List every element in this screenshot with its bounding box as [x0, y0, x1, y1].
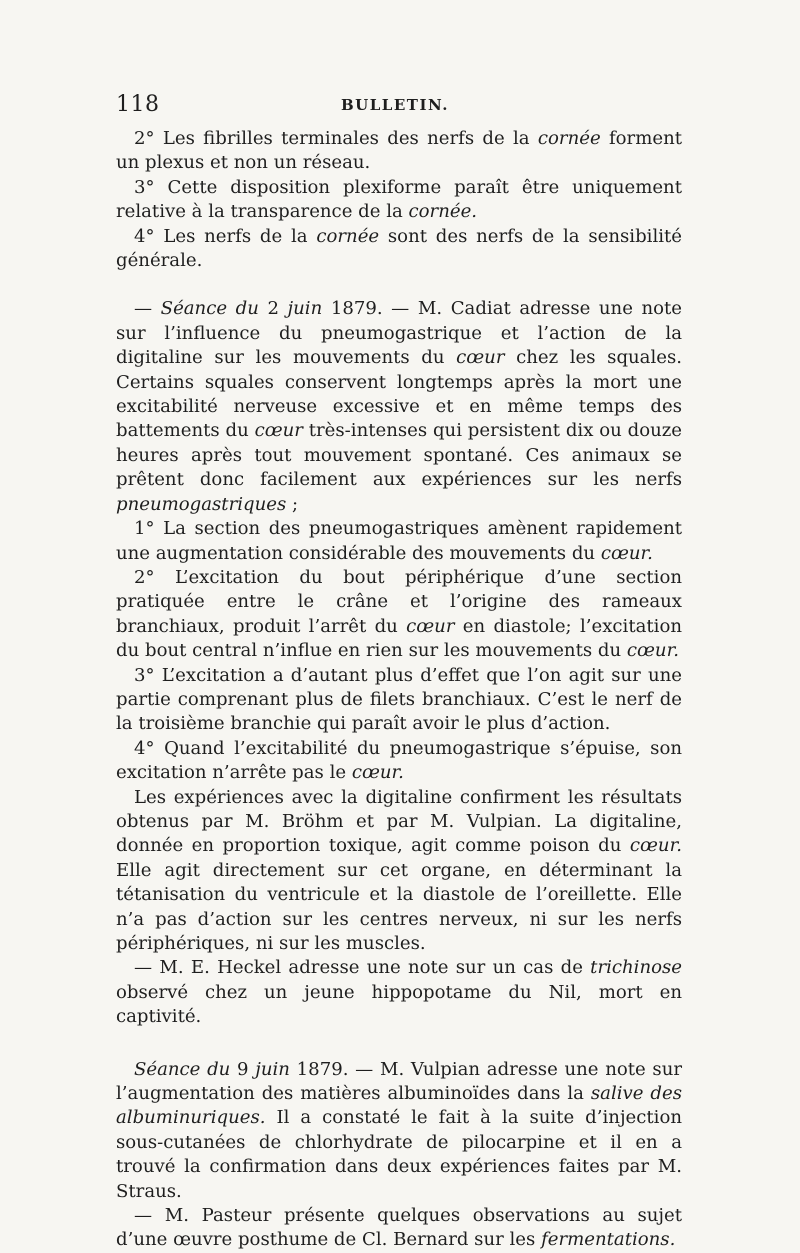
text-run: 2: [258, 298, 288, 320]
paragraph-heckel-trichinose: [116, 956, 682, 1029]
italic-run: cornée.: [408, 201, 478, 223]
paragraph-excitation-peripherique: [116, 566, 682, 664]
italic-run: Séance du: [160, 298, 259, 320]
italic-run: cœur.: [351, 762, 404, 784]
text-run: 1° La section des pneumogastriques amènent rapidement une augmentation considérable des mouvements du: [116, 518, 682, 564]
italic-run: juin: [287, 298, 323, 320]
text-run: chez les squales. Certains squales conservent longtemps après la mort une excitabilité nerveuse excessive et en même temps des battements du: [116, 347, 682, 442]
paragraph-cornea-plexus: [116, 127, 682, 176]
text-run: 4° Quand l’excitabilité du pneumogastrique s’épuise, son excitation n’arrête pas le: [116, 737, 682, 784]
text-run: 9: [230, 1058, 256, 1080]
italic-run: cœur: [456, 347, 505, 369]
paragraph-pasteur-fermentations: [116, 1204, 682, 1253]
paragraph-seance-9-juin: [116, 1058, 682, 1204]
italic-run: cœur: [406, 615, 455, 637]
italic-run: cœur.: [629, 835, 682, 857]
italic-run: cornée: [316, 225, 380, 247]
italic-run: salive des albuminuriques.: [116, 1083, 682, 1129]
italic-run: fermentations.: [541, 1229, 676, 1251]
paragraph-digitaline: [116, 786, 682, 957]
text-run: très-intenses qui persistent dix ou douze heures après tout mouvement spontané. Ces animaux se prêtent donc facilement aux expériences sur les nerfs: [116, 420, 682, 491]
italic-run: cornée: [537, 128, 601, 149]
text-run: — M. Pasteur présente quelques observations au sujet d’une œuvre posthume de Cl. Bernard sur les: [116, 1205, 682, 1251]
text-run: forment un plexus et non un réseau.: [116, 128, 682, 174]
italic-run: pneumogastriques: [116, 493, 287, 515]
text-run: 4° Les nerfs de la: [134, 225, 317, 247]
text-run: — M. E. Heckel adresse une note sur un cas de: [134, 957, 591, 979]
italic-run: Séance du: [134, 1058, 231, 1080]
text-run: 1879. — M. Vulpian adresse une note sur l’augmentation des matières albuminoïdes dans la: [116, 1058, 683, 1105]
paragraph-plexiform-disposition: [116, 176, 682, 225]
paragraph-excitabilite-epuise: [116, 737, 682, 786]
text-run: en diastole; l’excitation du bout central n’influe en rien sur les mouvements du: [116, 615, 682, 662]
text-run: 3° L’excitation a d’autant plus d’effet que l’on agit sur une partie comprenant plus de filets branchiaux. C’est le nerf de la troisième branchie qui paraît avoir le plus d’action.: [116, 664, 682, 735]
text-run: sont des nerfs de la sensibilité générale.: [116, 225, 682, 272]
text-run: ;: [286, 493, 299, 515]
text-run: Il a constaté le fait à la suite d’injection sous-cutanées de chlorhydrate de pilocarpine et il en a trouvé la confirmation dans deux expériences faites par M. Straus.: [116, 1107, 682, 1202]
paragraph-seance-2-juin: [116, 297, 682, 517]
running-head: BULLETIN.: [341, 96, 449, 114]
page-header: [116, 92, 678, 122]
text-run: 2° L’excitation du bout périphérique d’une section pratiquée entre le crâne et l’origine des rameaux branchiaux, produit l’arrêt du: [116, 566, 682, 637]
italic-run: cœur: [254, 420, 303, 442]
text-run: Elle agit directement sur cet organe, en déterminant la tétanisation du ventricule et la diastole de l’oreillette. Elle n’a pas d’action sur les centres nerveux, ni sur les nerfs périphériques, ni sur les muscles.: [116, 859, 682, 954]
italic-run: trichinose: [590, 957, 682, 979]
paragraph-section-pneumogastriques: [116, 517, 682, 566]
italic-run: cœur.: [626, 640, 679, 662]
italic-run: cœur.: [600, 542, 653, 564]
italic-run: juin: [255, 1058, 290, 1080]
paragraph-general-sensibility: [116, 225, 682, 274]
text-run: observé chez un jeune hippopotame du Nil, mort en captivité.: [116, 981, 682, 1028]
text-run: 2° Les fibrilles terminales des nerfs de la: [134, 128, 538, 149]
page-number: 118: [116, 92, 160, 117]
paragraph-excitation-branchiaux: [116, 664, 682, 737]
text-run: 3° Cette disposition plexiforme paraît être uniquement relative à la transparence de la: [116, 176, 682, 223]
text-run: 1879. — M. Cadiat adresse une note sur l’influence du pneumogastrique et l’action de la digitaline sur les mouvements du: [116, 298, 683, 369]
text-run: —: [134, 298, 161, 320]
text-run: Les expériences avec la digitaline confirment les résultats obtenus par M. Bröhm et par M. Vulpian. La digitaline, donnée en proportion toxique, agit comme poison du: [116, 786, 682, 857]
body-text: [116, 127, 682, 1253]
